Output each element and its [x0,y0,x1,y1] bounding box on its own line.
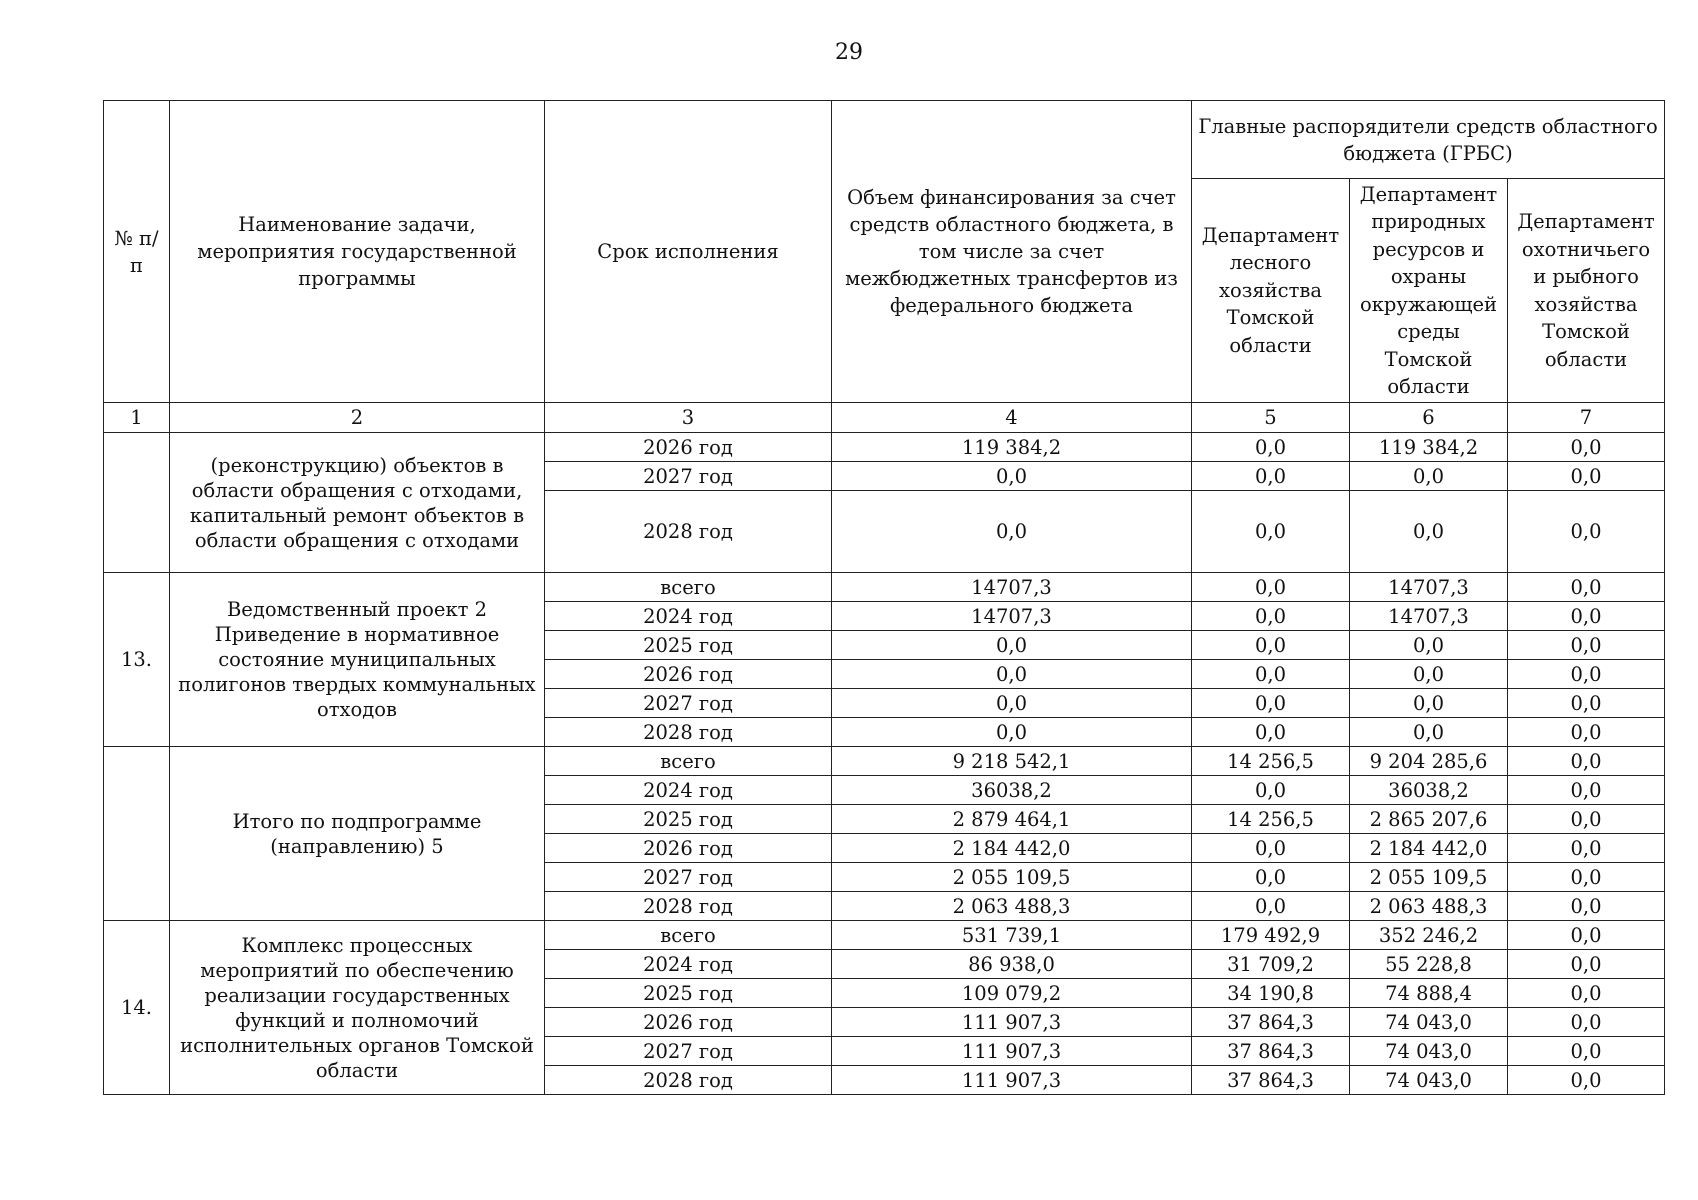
term-cell: 2025 год [545,631,832,660]
dept-forest-cell: 0,0 [1192,863,1350,892]
dept-forest-cell: 31 709,2 [1192,950,1350,979]
dept-hunt-cell: 0,0 [1508,805,1665,834]
header-col-dept-forest: Департамент лесного хозяйства Томской области [1192,179,1350,403]
term-cell: 2025 год [545,805,832,834]
dept-hunt-cell: 0,0 [1508,1066,1665,1095]
dept-nature-cell: 2 063 488,3 [1350,892,1508,921]
volume-cell: 2 063 488,3 [832,892,1192,921]
term-cell: 2026 год [545,1008,832,1037]
dept-nature-cell: 0,0 [1350,491,1508,573]
dept-nature-cell: 14707,3 [1350,602,1508,631]
task-name: Итого по подпрограмме (направлению) 5 [170,747,545,921]
dept-nature-cell: 2 865 207,6 [1350,805,1508,834]
table-row [104,433,1665,462]
term-cell: 2026 год [545,433,832,462]
volume-cell: 14707,3 [832,602,1192,631]
dept-forest-cell: 0,0 [1192,631,1350,660]
table-row [104,921,1665,950]
dept-forest-cell: 0,0 [1192,573,1350,602]
volume-cell: 0,0 [832,660,1192,689]
dept-hunt-cell: 0,0 [1508,776,1665,805]
term-cell: 2027 год [545,1037,832,1066]
header-col-dept-hunt: Департамент охотничьего и рыбного хозяйства Томской области [1508,179,1665,403]
volume-cell: 2 879 464,1 [832,805,1192,834]
term-cell: 2028 год [545,491,832,573]
volume-cell: 111 907,3 [832,1037,1192,1066]
volume-cell: 86 938,0 [832,950,1192,979]
dept-forest-cell: 0,0 [1192,462,1350,491]
dept-nature-cell: 55 228,8 [1350,950,1508,979]
dept-forest-cell: 0,0 [1192,433,1350,462]
column-number: 5 [1192,403,1350,433]
dept-hunt-cell: 0,0 [1508,834,1665,863]
dept-hunt-cell: 0,0 [1508,660,1665,689]
dept-forest-cell: 0,0 [1192,491,1350,573]
row-number [104,747,170,921]
volume-cell: 119 384,2 [832,433,1192,462]
volume-cell: 111 907,3 [832,1066,1192,1095]
term-cell: 2027 год [545,863,832,892]
header-col-dept-nature: Департамент природных ресурсов и охраны окружающей среды Томской области [1350,179,1508,403]
term-cell: 2028 год [545,1066,832,1095]
dept-hunt-cell: 0,0 [1508,921,1665,950]
term-cell: 2024 год [545,776,832,805]
dept-hunt-cell: 0,0 [1508,602,1665,631]
table-row [104,747,1665,776]
dept-forest-cell: 179 492,9 [1192,921,1350,950]
budget-table [103,100,1665,1095]
column-numbers-row [104,403,1665,433]
term-cell: 2026 год [545,834,832,863]
term-cell: 2024 год [545,950,832,979]
row-number: 13. [104,573,170,747]
term-cell: 2028 год [545,718,832,747]
term-cell: всего [545,573,832,602]
dept-nature-cell: 352 246,2 [1350,921,1508,950]
term-cell: 2027 год [545,689,832,718]
dept-forest-cell: 34 190,8 [1192,979,1350,1008]
term-cell: всего [545,747,832,776]
dept-forest-cell: 0,0 [1192,834,1350,863]
table-row [104,573,1665,602]
column-number: 7 [1508,403,1665,433]
dept-hunt-cell: 0,0 [1508,979,1665,1008]
dept-nature-cell: 74 043,0 [1350,1008,1508,1037]
volume-cell: 0,0 [832,718,1192,747]
dept-hunt-cell: 0,0 [1508,491,1665,573]
dept-nature-cell: 0,0 [1350,660,1508,689]
volume-cell: 2 055 109,5 [832,863,1192,892]
dept-hunt-cell: 0,0 [1508,950,1665,979]
dept-nature-cell: 0,0 [1350,631,1508,660]
volume-cell: 109 079,2 [832,979,1192,1008]
header-col-grbs: Главные распорядители средств областного бюджета (ГРБС) [1192,101,1665,179]
dept-hunt-cell: 0,0 [1508,433,1665,462]
page-number: 29 [835,40,863,65]
volume-cell: 14707,3 [832,573,1192,602]
dept-hunt-cell: 0,0 [1508,1008,1665,1037]
dept-nature-cell: 2 184 442,0 [1350,834,1508,863]
dept-hunt-cell: 0,0 [1508,863,1665,892]
dept-hunt-cell: 0,0 [1508,462,1665,491]
volume-cell: 531 739,1 [832,921,1192,950]
dept-forest-cell: 37 864,3 [1192,1037,1350,1066]
volume-cell: 0,0 [832,631,1192,660]
volume-cell: 111 907,3 [832,1008,1192,1037]
dept-hunt-cell: 0,0 [1508,892,1665,921]
dept-nature-cell: 74 043,0 [1350,1037,1508,1066]
task-name: (реконструкцию) объектов в области обращения с отходами, капитальный ремонт объектов в области обращения с отходами [170,433,545,573]
dept-forest-cell: 0,0 [1192,689,1350,718]
dept-nature-cell: 2 055 109,5 [1350,863,1508,892]
row-number: 14. [104,921,170,1095]
dept-forest-cell: 37 864,3 [1192,1066,1350,1095]
volume-cell: 36038,2 [832,776,1192,805]
dept-hunt-cell: 0,0 [1508,631,1665,660]
dept-hunt-cell: 0,0 [1508,747,1665,776]
dept-forest-cell: 0,0 [1192,602,1350,631]
dept-forest-cell: 14 256,5 [1192,747,1350,776]
dept-nature-cell: 74 888,4 [1350,979,1508,1008]
dept-nature-cell: 36038,2 [1350,776,1508,805]
dept-forest-cell: 14 256,5 [1192,805,1350,834]
header-col-name: Наименование задачи, мероприятия государственной программы [170,101,545,403]
volume-cell: 0,0 [832,462,1192,491]
dept-nature-cell: 14707,3 [1350,573,1508,602]
volume-cell: 9 218 542,1 [832,747,1192,776]
header-col-term: Срок исполнения [545,101,832,403]
dept-nature-cell: 119 384,2 [1350,433,1508,462]
term-cell: всего [545,921,832,950]
dept-nature-cell: 9 204 285,6 [1350,747,1508,776]
dept-hunt-cell: 0,0 [1508,689,1665,718]
column-number: 1 [104,403,170,433]
task-name: Комплекс процессных мероприятий по обеспечению реализации государственных функций и полномочий исполнительных органов Томской области [170,921,545,1095]
dept-nature-cell: 0,0 [1350,718,1508,747]
term-cell: 2028 год [545,892,832,921]
dept-forest-cell: 0,0 [1192,892,1350,921]
header-col-num: № п/п [104,101,170,403]
header-col-volume: Объем финансирования за счет средств областного бюджета, в том числе за счет межбюджетных трансфертов из федерального бюджета [832,101,1192,403]
task-name: Ведомственный проект 2 Приведение в нормативное состояние муниципальных полигонов твердых коммунальных отходов [170,573,545,747]
term-cell: 2024 год [545,602,832,631]
term-cell: 2026 год [545,660,832,689]
dept-hunt-cell: 0,0 [1508,718,1665,747]
dept-forest-cell: 0,0 [1192,776,1350,805]
dept-nature-cell: 74 043,0 [1350,1066,1508,1095]
column-number: 4 [832,403,1192,433]
dept-nature-cell: 0,0 [1350,462,1508,491]
dept-forest-cell: 0,0 [1192,718,1350,747]
term-cell: 2027 год [545,462,832,491]
dept-forest-cell: 37 864,3 [1192,1008,1350,1037]
dept-nature-cell: 0,0 [1350,689,1508,718]
dept-hunt-cell: 0,0 [1508,1037,1665,1066]
row-number [104,433,170,573]
volume-cell: 0,0 [832,491,1192,573]
column-number: 6 [1350,403,1508,433]
column-number: 3 [545,403,832,433]
volume-cell: 0,0 [832,689,1192,718]
volume-cell: 2 184 442,0 [832,834,1192,863]
dept-forest-cell: 0,0 [1192,660,1350,689]
dept-hunt-cell: 0,0 [1508,573,1665,602]
column-number: 2 [170,403,545,433]
term-cell: 2025 год [545,979,832,1008]
